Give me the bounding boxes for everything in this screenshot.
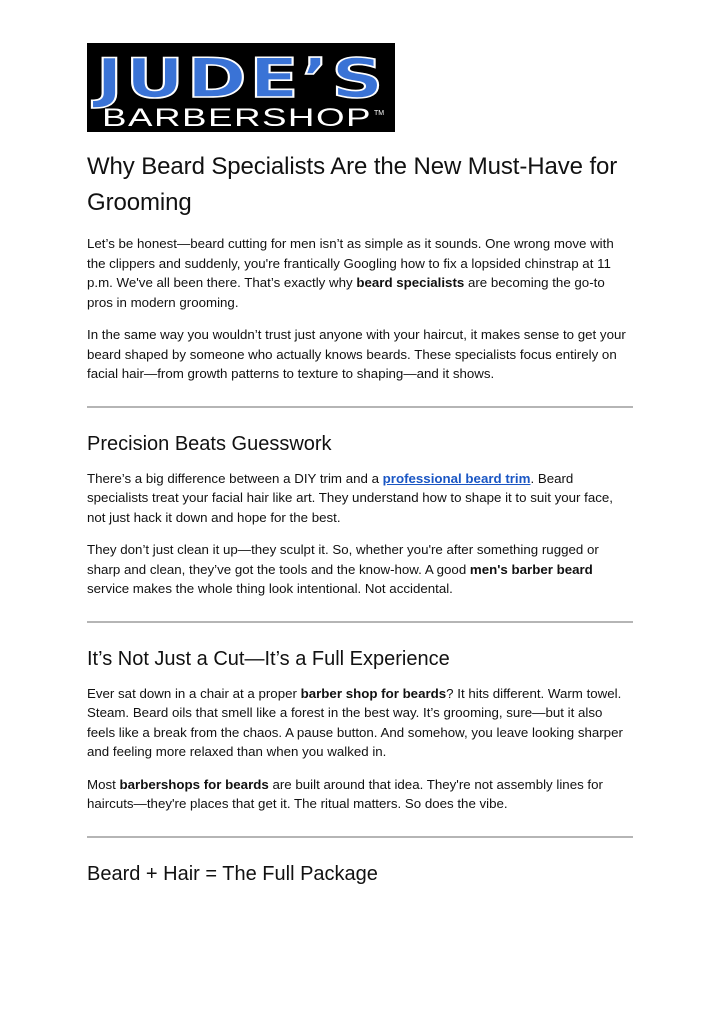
- bold-barbershops-for-beards: barbershops for beards: [119, 776, 269, 792]
- section1-paragraph-2: They don’t just clean it up—they sculpt it. So, whether you're after something rugged or sharp and clean, they’ve got the tools and the know-how. A good men's barber beard service makes the whole thing look intentional. Not accidental.: [87, 542, 599, 596]
- section-heading-experience: It’s Not Just a Cut—It’s a Full Experience: [87, 647, 450, 670]
- intro-paragraph-1: Let’s be honest—beard cutting for men isn’t as simple as it sounds. One wrong move with the clippers and suddenly, you're frantically Googling how to fix a lopsided chinstrap at 11 p.m. We've all been there. That’s exactly why beard specialists are becoming the go-to pros in modern grooming.: [87, 236, 614, 310]
- bold-mens-barber-beard: men's barber beard: [469, 561, 593, 577]
- section1-paragraph-1: There’s a big difference between a DIY trim and a professional beard trim. Beard specialists treat your facial hair like art. They understand how to shape it to suit your face, not just hack it down and hope for the best.: [87, 470, 613, 525]
- judes-barbershop-logo: [87, 43, 395, 132]
- section-divider: [87, 836, 633, 838]
- section-heading-full-package: Beard + Hair = The Full Package: [87, 862, 378, 885]
- section-divider: [87, 406, 633, 408]
- logo-trademark: TM: [374, 110, 385, 117]
- section-divider: [87, 621, 633, 623]
- section2-paragraph-1: Ever sat down in a chair at a proper barber shop for beards? It hits different. Warm towel. Steam. Beard oils that smell like a forest in the best way. It’s grooming, sure—but it also feels like a break from the chaos. A pause button. And somehow, you leave looking sharper and feeling more relaxed than when you walked in.: [87, 685, 623, 759]
- article-title: Why Beard Specialists Are the New Must-Have for Grooming: [87, 153, 618, 216]
- logo-graphic: [87, 43, 395, 132]
- logo-wordmark-barbershop: BARBERSHOP: [102, 104, 372, 132]
- bold-barber-shop-for-beards: barber shop for beards: [300, 685, 447, 701]
- professional-beard-trim-link[interactable]: professional beard trim: [382, 470, 531, 486]
- logo-wordmark-judes: JUDE’S: [90, 47, 386, 110]
- document-page: [87, 43, 633, 899]
- section2-paragraph-2: Most barbershops for beards are built around that idea. They're not assembly lines for haircuts—they're places that get it. The ritual matters. So does the vibe.: [87, 776, 603, 811]
- bold-beard-specialists: beard specialists: [356, 275, 465, 290]
- section-heading-precision: Precision Beats Guesswork: [87, 432, 332, 455]
- intro-paragraph-2: In the same way you wouldn’t trust just anyone with your haircut, it makes sense to get your beard shaped by someone who actually knows beards. These specialists focus entirely on facial hair—from growth patterns to texture to shaping—and it shows.: [87, 327, 626, 381]
